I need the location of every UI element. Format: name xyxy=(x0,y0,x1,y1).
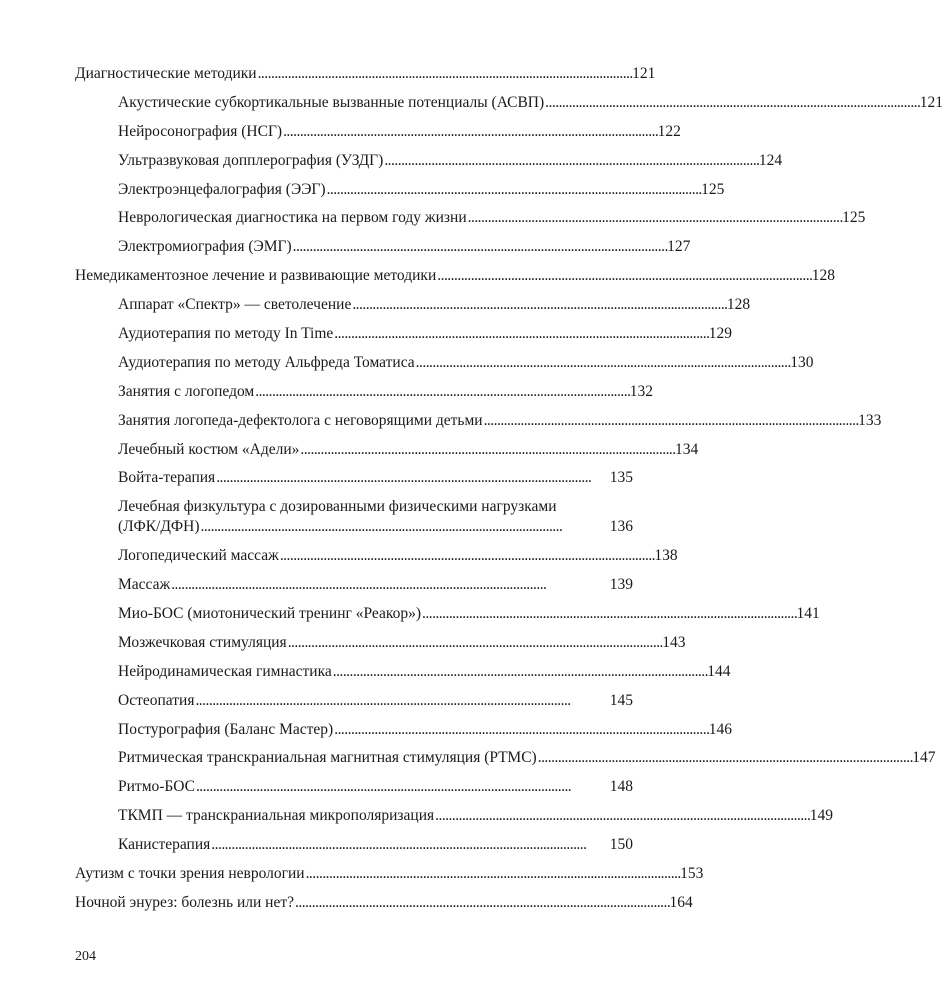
toc-entry-title: Ритмическая транскраниальная магнитная стимуляция (РТМС) xyxy=(118,749,537,767)
toc-entry-page: 164 xyxy=(669,893,693,911)
dot-leader xyxy=(295,893,669,913)
dot-leader xyxy=(255,382,629,402)
toc-entry[interactable] xyxy=(118,353,814,373)
dot-leader xyxy=(327,180,701,200)
toc-entry-page: 132 xyxy=(629,382,654,400)
dot-leader xyxy=(468,208,842,228)
dot-leader xyxy=(384,151,758,171)
toc-entry[interactable] xyxy=(118,546,678,566)
toc-entry[interactable] xyxy=(118,748,936,768)
toc-entry[interactable] xyxy=(118,806,833,826)
dot-leader xyxy=(293,237,667,257)
toc-entry-page: 150 xyxy=(609,836,633,854)
toc-entry-title: Неврологическая диагностика на первом году жизни xyxy=(118,209,467,227)
toc-entry-page: 122 xyxy=(657,122,681,140)
dot-leader xyxy=(334,324,708,344)
dot-leader xyxy=(306,864,680,884)
toc-entry-title: Ночной энурез: болезнь или нет? xyxy=(75,893,294,911)
toc-entry-title: Постурография (Баланс Мастер) xyxy=(118,720,334,738)
toc-entry-page: 136 xyxy=(609,518,633,536)
toc-entry-title: Аппарат «Спектр» — светолечение xyxy=(118,296,352,314)
dot-leader xyxy=(538,748,912,768)
toc-entry-title: Канистерапия xyxy=(118,836,211,854)
toc-entry[interactable] xyxy=(118,633,686,653)
toc-entry-title: Ритмо-БОС xyxy=(118,778,195,796)
toc-entry[interactable] xyxy=(75,864,704,884)
toc-entry-title: Занятия с логопедом xyxy=(118,382,255,400)
toc-entry[interactable] xyxy=(118,662,731,682)
toc-entry-page: 133 xyxy=(858,411,882,429)
toc-entry-page: 146 xyxy=(708,720,732,738)
dot-leader xyxy=(435,806,809,826)
dot-leader xyxy=(288,633,662,653)
toc-entry-page: 125 xyxy=(701,180,725,198)
toc-entry-title: Мио-БОС (миотонический тренинг «Реакор») xyxy=(118,605,422,623)
toc-entry-title: Массаж xyxy=(118,576,171,594)
dot-leader xyxy=(422,604,796,624)
toc-entry-page: 128 xyxy=(726,296,751,314)
toc-entry-page: 124 xyxy=(758,151,783,169)
toc-entry-title: Аудиотерапия по методу Альфреда Томатиса xyxy=(118,353,415,371)
toc-entry-page: 153 xyxy=(680,865,704,883)
dot-leader xyxy=(437,266,811,286)
dot-leader xyxy=(545,93,919,113)
dot-leader xyxy=(196,777,609,797)
dot-leader xyxy=(280,546,654,566)
dot-leader xyxy=(195,691,608,711)
toc-entry-title: Электроэнцефалография (ЭЭГ) xyxy=(118,180,326,198)
toc-entry-page: 148 xyxy=(609,778,633,796)
toc-entry[interactable] xyxy=(118,295,751,315)
toc-entry-page: 139 xyxy=(609,576,633,594)
toc-entry[interactable] xyxy=(118,208,866,228)
dot-leader xyxy=(283,122,657,142)
dot-leader xyxy=(211,835,608,855)
toc-entry-title: Электромиография (ЭМГ) xyxy=(118,238,292,256)
toc-entry-title: Занятия логопеда-дефектолога с неговорящими детьми xyxy=(118,411,483,429)
toc-entry[interactable] xyxy=(118,777,633,797)
toc-entry[interactable] xyxy=(118,93,943,113)
toc-entry-title: Войта-терапия xyxy=(118,469,216,487)
toc-entry[interactable] xyxy=(118,604,820,624)
toc-entry-title: Немедикаментозное лечение и развивающие методики xyxy=(75,267,437,285)
toc-entry-line2 xyxy=(118,517,633,537)
toc-entry-title: Остеопатия xyxy=(118,691,195,709)
toc-entry[interactable] xyxy=(118,237,691,257)
toc-entry-page: 125 xyxy=(842,209,866,227)
toc-entry-title: Акустические субкортикальные вызванные потенциалы (АСВП) xyxy=(118,93,545,111)
toc-entry[interactable] xyxy=(75,893,693,913)
toc-entry-title: Мозжечковая стимуляция xyxy=(118,633,287,651)
toc-entry[interactable] xyxy=(118,151,783,171)
dot-leader xyxy=(258,64,632,84)
toc-entry[interactable] xyxy=(118,122,681,142)
toc-entry[interactable] xyxy=(118,691,633,711)
toc-entry-page: 121 xyxy=(632,65,656,82)
toc-entry[interactable] xyxy=(118,575,633,595)
toc-entry-page: 145 xyxy=(609,691,633,709)
toc-entry-title: Лечебный костюм «Адели» xyxy=(118,440,300,458)
toc-entry-page: 121 xyxy=(919,93,943,111)
toc-entry-page: 135 xyxy=(609,469,633,487)
toc-entry-title: Нейросонография (НСГ) xyxy=(118,122,283,140)
toc-entry-page: 128 xyxy=(811,267,836,285)
dot-leader xyxy=(216,468,609,488)
table-of-contents xyxy=(75,64,943,922)
toc-entry-page: 138 xyxy=(654,547,678,565)
toc-entry[interactable] xyxy=(118,440,699,460)
toc-entry[interactable] xyxy=(118,497,633,537)
toc-entry[interactable] xyxy=(118,411,882,431)
dot-leader xyxy=(171,575,609,595)
toc-entry-title: Диагностические методики xyxy=(75,65,257,82)
toc-entry-page: 143 xyxy=(662,633,686,651)
dot-leader xyxy=(201,517,609,537)
dot-leader xyxy=(352,295,726,315)
toc-entry-page: 147 xyxy=(912,749,936,767)
toc-entry-page: 134 xyxy=(674,440,699,458)
dot-leader xyxy=(416,353,790,373)
toc-entry-page: 127 xyxy=(667,238,691,256)
page-number: 204 xyxy=(75,949,96,964)
toc-entry[interactable] xyxy=(75,64,656,84)
toc-entry[interactable] xyxy=(118,720,732,740)
toc-entry-page: 141 xyxy=(796,605,820,623)
toc-entry[interactable] xyxy=(118,468,633,488)
dot-leader xyxy=(484,411,858,431)
toc-entry-page: 129 xyxy=(708,325,733,343)
dot-leader xyxy=(333,662,707,682)
toc-entry[interactable] xyxy=(118,835,633,855)
toc-entry-page: 130 xyxy=(790,353,814,371)
dot-leader xyxy=(300,440,674,460)
dot-leader xyxy=(334,720,708,740)
toc-entry-page: 144 xyxy=(707,662,731,680)
toc-entry-title: Ультразвуковая допплерография (УЗДГ) xyxy=(118,151,384,169)
toc-entry[interactable] xyxy=(118,324,733,344)
toc-entry-title-line2: (ЛФК/ДФН) xyxy=(118,518,200,536)
toc-entry-title-line1: Лечебная физкультура с дозированными физическими нагрузками xyxy=(118,498,557,516)
toc-entry[interactable] xyxy=(75,266,836,286)
toc-entry-page: 149 xyxy=(809,807,833,825)
toc-entry-title: Логопедический массаж xyxy=(118,547,279,565)
toc-entry-title: Аудиотерапия по методу In Time xyxy=(118,325,334,343)
toc-entry-title: Аутизм с точки зрения неврологии xyxy=(75,865,305,883)
toc-entry-title: Нейродинамическая гимнастика xyxy=(118,662,332,680)
toc-entry-title: ТКМП — транскраниальная микрополяризация xyxy=(118,807,435,825)
toc-entry[interactable] xyxy=(118,382,654,402)
toc-entry[interactable] xyxy=(118,180,725,200)
